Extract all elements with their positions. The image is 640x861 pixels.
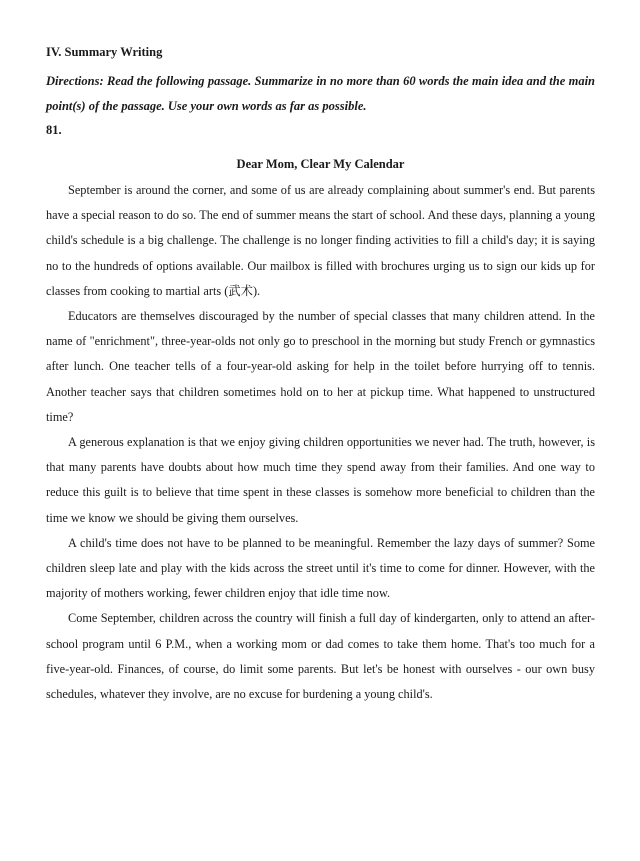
passage-paragraph-4: A child's time does not have to be planned to be meaningful. Remember the lazy days of summer? Some children sleep late and play with the kids across the street until it's time to come for dinner. However, with the majority of mothers working, fewer children enjoy that idle time now. [46, 535, 595, 601]
passage-title: Dear Mom, Clear My Calendar [236, 157, 405, 171]
directions-text: Directions: Read the following passage. Summarize in no more than 60 words the main idea and the main point(s) of the passage. Use your own words as far as possible. [46, 74, 595, 113]
passage-paragraph-3: A generous explanation is that we enjoy giving children opportunities we never had. The truth, however, is that many parents have doubts about how much time they spend away from their families. And one way to reduce this guilt is to believe that time spent in these classes is somehow more beneficial to children than the time we know we should be giving them ourselves. [46, 435, 595, 525]
document-page [46, 44, 595, 707]
passage-paragraph-5: Come September, children across the country will finish a full day of kindergarten, only to attend an after-school program until 6 P.M., when a working mom or dad comes to take them home. That's too much for a five-year-old. Finances, of course, do limit some parents. But let's be honest with ourselves - our own busy schedules, whatever they involve, are no excuse for burdening a young child's. [46, 611, 595, 702]
passage-paragraph-2: Educators are themselves discouraged by the number of special classes that many children attend. In the name of "enrichment", three-year-olds not only go to preschool in the morning but study French or gymnastics after lunch. One teacher tells of a four-year-old asking for help in the toilet before hurrying off to tennis. Another teacher says that children sometimes hold on to her at pickup time. What happened to unstructured time? [46, 309, 595, 424]
question-number: 81. [46, 123, 62, 137]
section-heading: IV. Summary Writing [46, 45, 163, 59]
passage-paragraph-1: September is around the corner, and some of us are already complaining about summer's end. But parents have a special reason to do so. The end of summer means the start of school. And these days, planning a young child's schedule is a big challenge. The challenge is no longer finding activities to fill a child's day; it is saying no to the hundreds of options available. Our mailbox is filled with brochures urging us to sign our kids up for classes from cooking to martial arts (武术). [46, 183, 595, 298]
